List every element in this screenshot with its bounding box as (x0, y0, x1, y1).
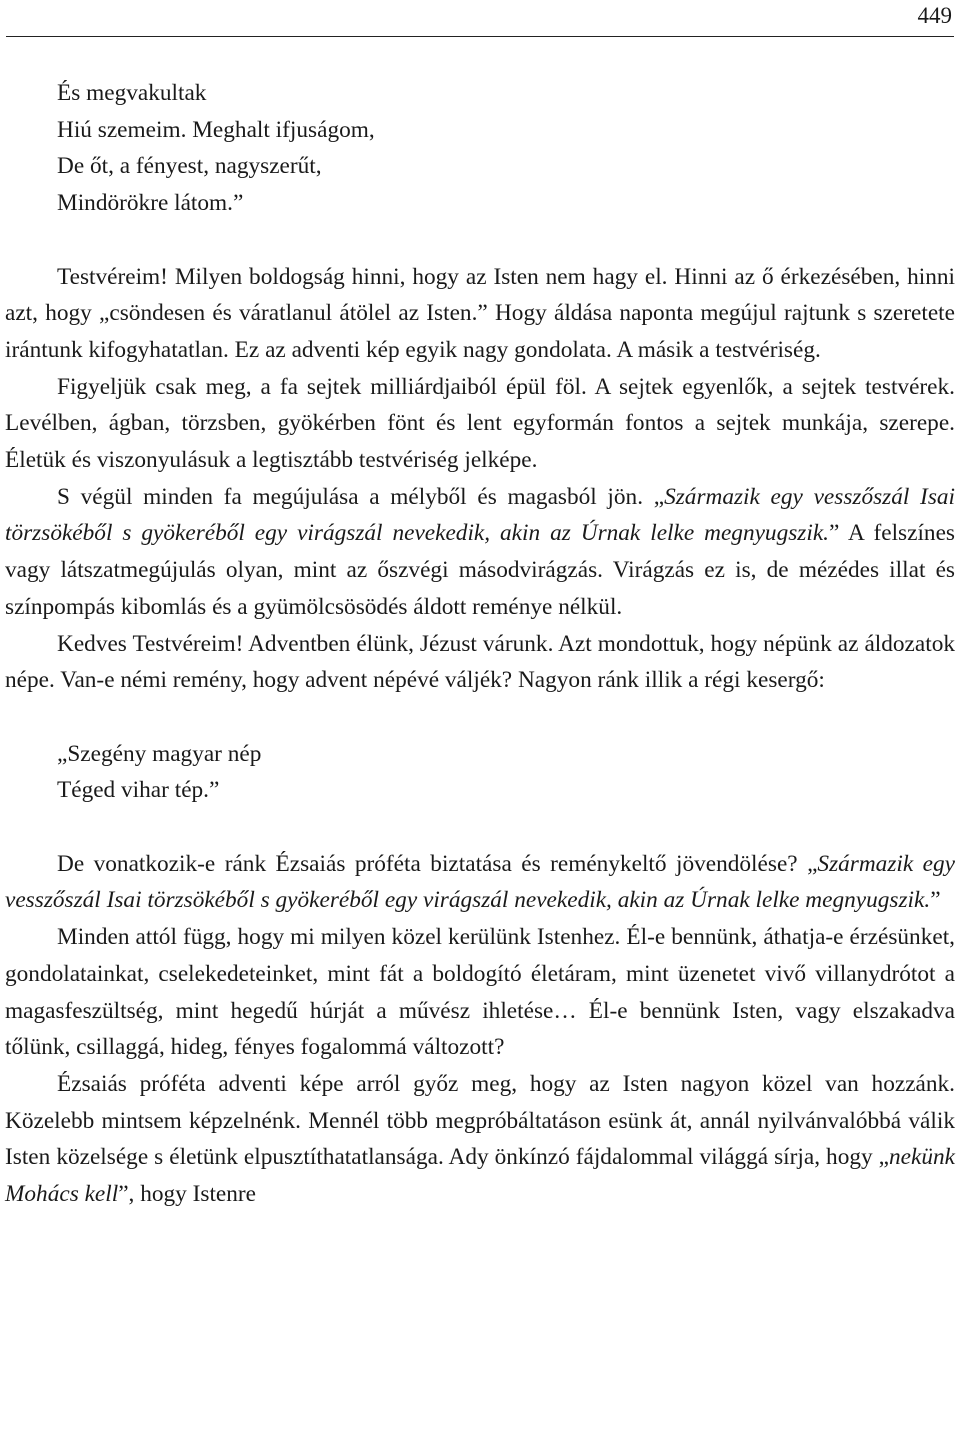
paragraph-text: ” A felszínes vagy látszatmegújulás olyan, mint az őszvégi másodvirágzás. Virágzás ez is, de mézédes illat és színpompás kibomlás és a gyümölcsösödés áldott reménye nélkül. (5, 520, 955, 620)
lament-line: Téged vihar tép.” (57, 777, 220, 804)
paragraph-text: Minden attól függ, hogy mi milyen közel kerülünk Istenhez. Él-e bennünk, áthatja-e érzésünket, gondolatainkat, cselekedeteinket, mint fát a boldogító életáram, mint üzenetet vivő villanydrótot a magasfeszültség, mint hegedű húrját a művész ihletése… Él-e bennünk Isten, vagy elszakadva tőlünk, csillaggá, hideg, fényes fogalommá változott? (5, 924, 955, 1061)
poem-line: Mindörökre látom.” (57, 190, 244, 217)
header-rule (6, 36, 954, 37)
paragraph-text: ” (930, 887, 941, 914)
paragraph-vegul (5, 479, 955, 626)
paragraph-text: Kedves Testvéreim! Adventben élünk, Jézust várunk. Azt mondottuk, hogy népünk az áldozatok népe. Van-e némi remény, hogy advent népévé váljék? Nagyon ránk illik a régi kesergő: (5, 630, 955, 694)
poem-line: És megvakultak (57, 80, 207, 106)
poem-line: Hiú szemeim. Meghalt ifjuságom, (57, 116, 375, 143)
ady-quote: nekünk Mohács kell (5, 1144, 955, 1208)
poem-line: De őt, a fényest, nagyszerűt, (57, 153, 322, 180)
paragraph-figyeljuk (5, 369, 955, 479)
paragraph-minden-attol (5, 919, 955, 1066)
lament-stanza (57, 736, 955, 809)
paragraph-text: Figyeljük csak meg, a fa sejtek milliárdjaiból épül föl. A sejtek egyenlők, a sejtek testvérek. Levélben, ágban, törzsben, gyökérben fönt és lent egyformán fontos a sejtek munkája, szerepe. Életük és viszonyulásuk a legtisztább testvériség jelképe. (5, 373, 955, 474)
scripture-quote: Származik egy vesszőszál Isai törzsökéből s gyökeréből egy virágszál nevekedik, akin az Úrnak lelke megnyugszik. (5, 850, 955, 914)
scripture-quote: Származik egy vesszőszál Isai törzsökéből s gyökeréből egy virágszál nevekedik, akin az Úrnak lelke megnyugszik. (5, 483, 956, 547)
paragraph-text: ”, hogy Istenre (118, 1181, 257, 1208)
paragraph-text: Testvéreim! Milyen boldogság hinni, hogy az Isten nem hagy el. Hinni az ő érkezésében, hinni azt, hogy „csöndesen és váratlanul átölel az Isten.” Hogy áldása naponta megújul rajtunk s szeretete irántunk kifogyhatatlan. Ez az adventi kép egyik nagy gondolata. A másik a testvériség. (5, 263, 955, 363)
lament-line: „Szegény magyar nép (57, 740, 262, 767)
paragraph-text: Ézsaiás próféta adventi képe arról győz meg, hogy az Isten nagyon közel van hozzánk. Közelebb mintsem képzelnénk. Mennél több megpróbáltatáson esünk át, annál nyilvánvalóbbá válik Isten közelsége s életünk elpusztíthatatlansága. Ady önkínzó fájdalommal világgá sírja, hogy „ (5, 1070, 955, 1171)
paragraph-text: S végül minden fa megújulása a mélyből és magasból jön. „ (57, 483, 665, 510)
poem-stanza (57, 75, 955, 222)
paragraph-text: De vonatkozik-e ránk Ézsaiás próféta biztatása és reménykeltő jövendölése? „ (57, 850, 818, 877)
page-body (5, 75, 955, 1213)
paragraph-ezsaias (5, 1066, 955, 1213)
paragraph-kedves-testvereim (5, 626, 955, 699)
paragraph-testvereim (5, 259, 955, 369)
page-number: 449 (917, 3, 952, 28)
paragraph-vonatkozik (5, 846, 955, 919)
